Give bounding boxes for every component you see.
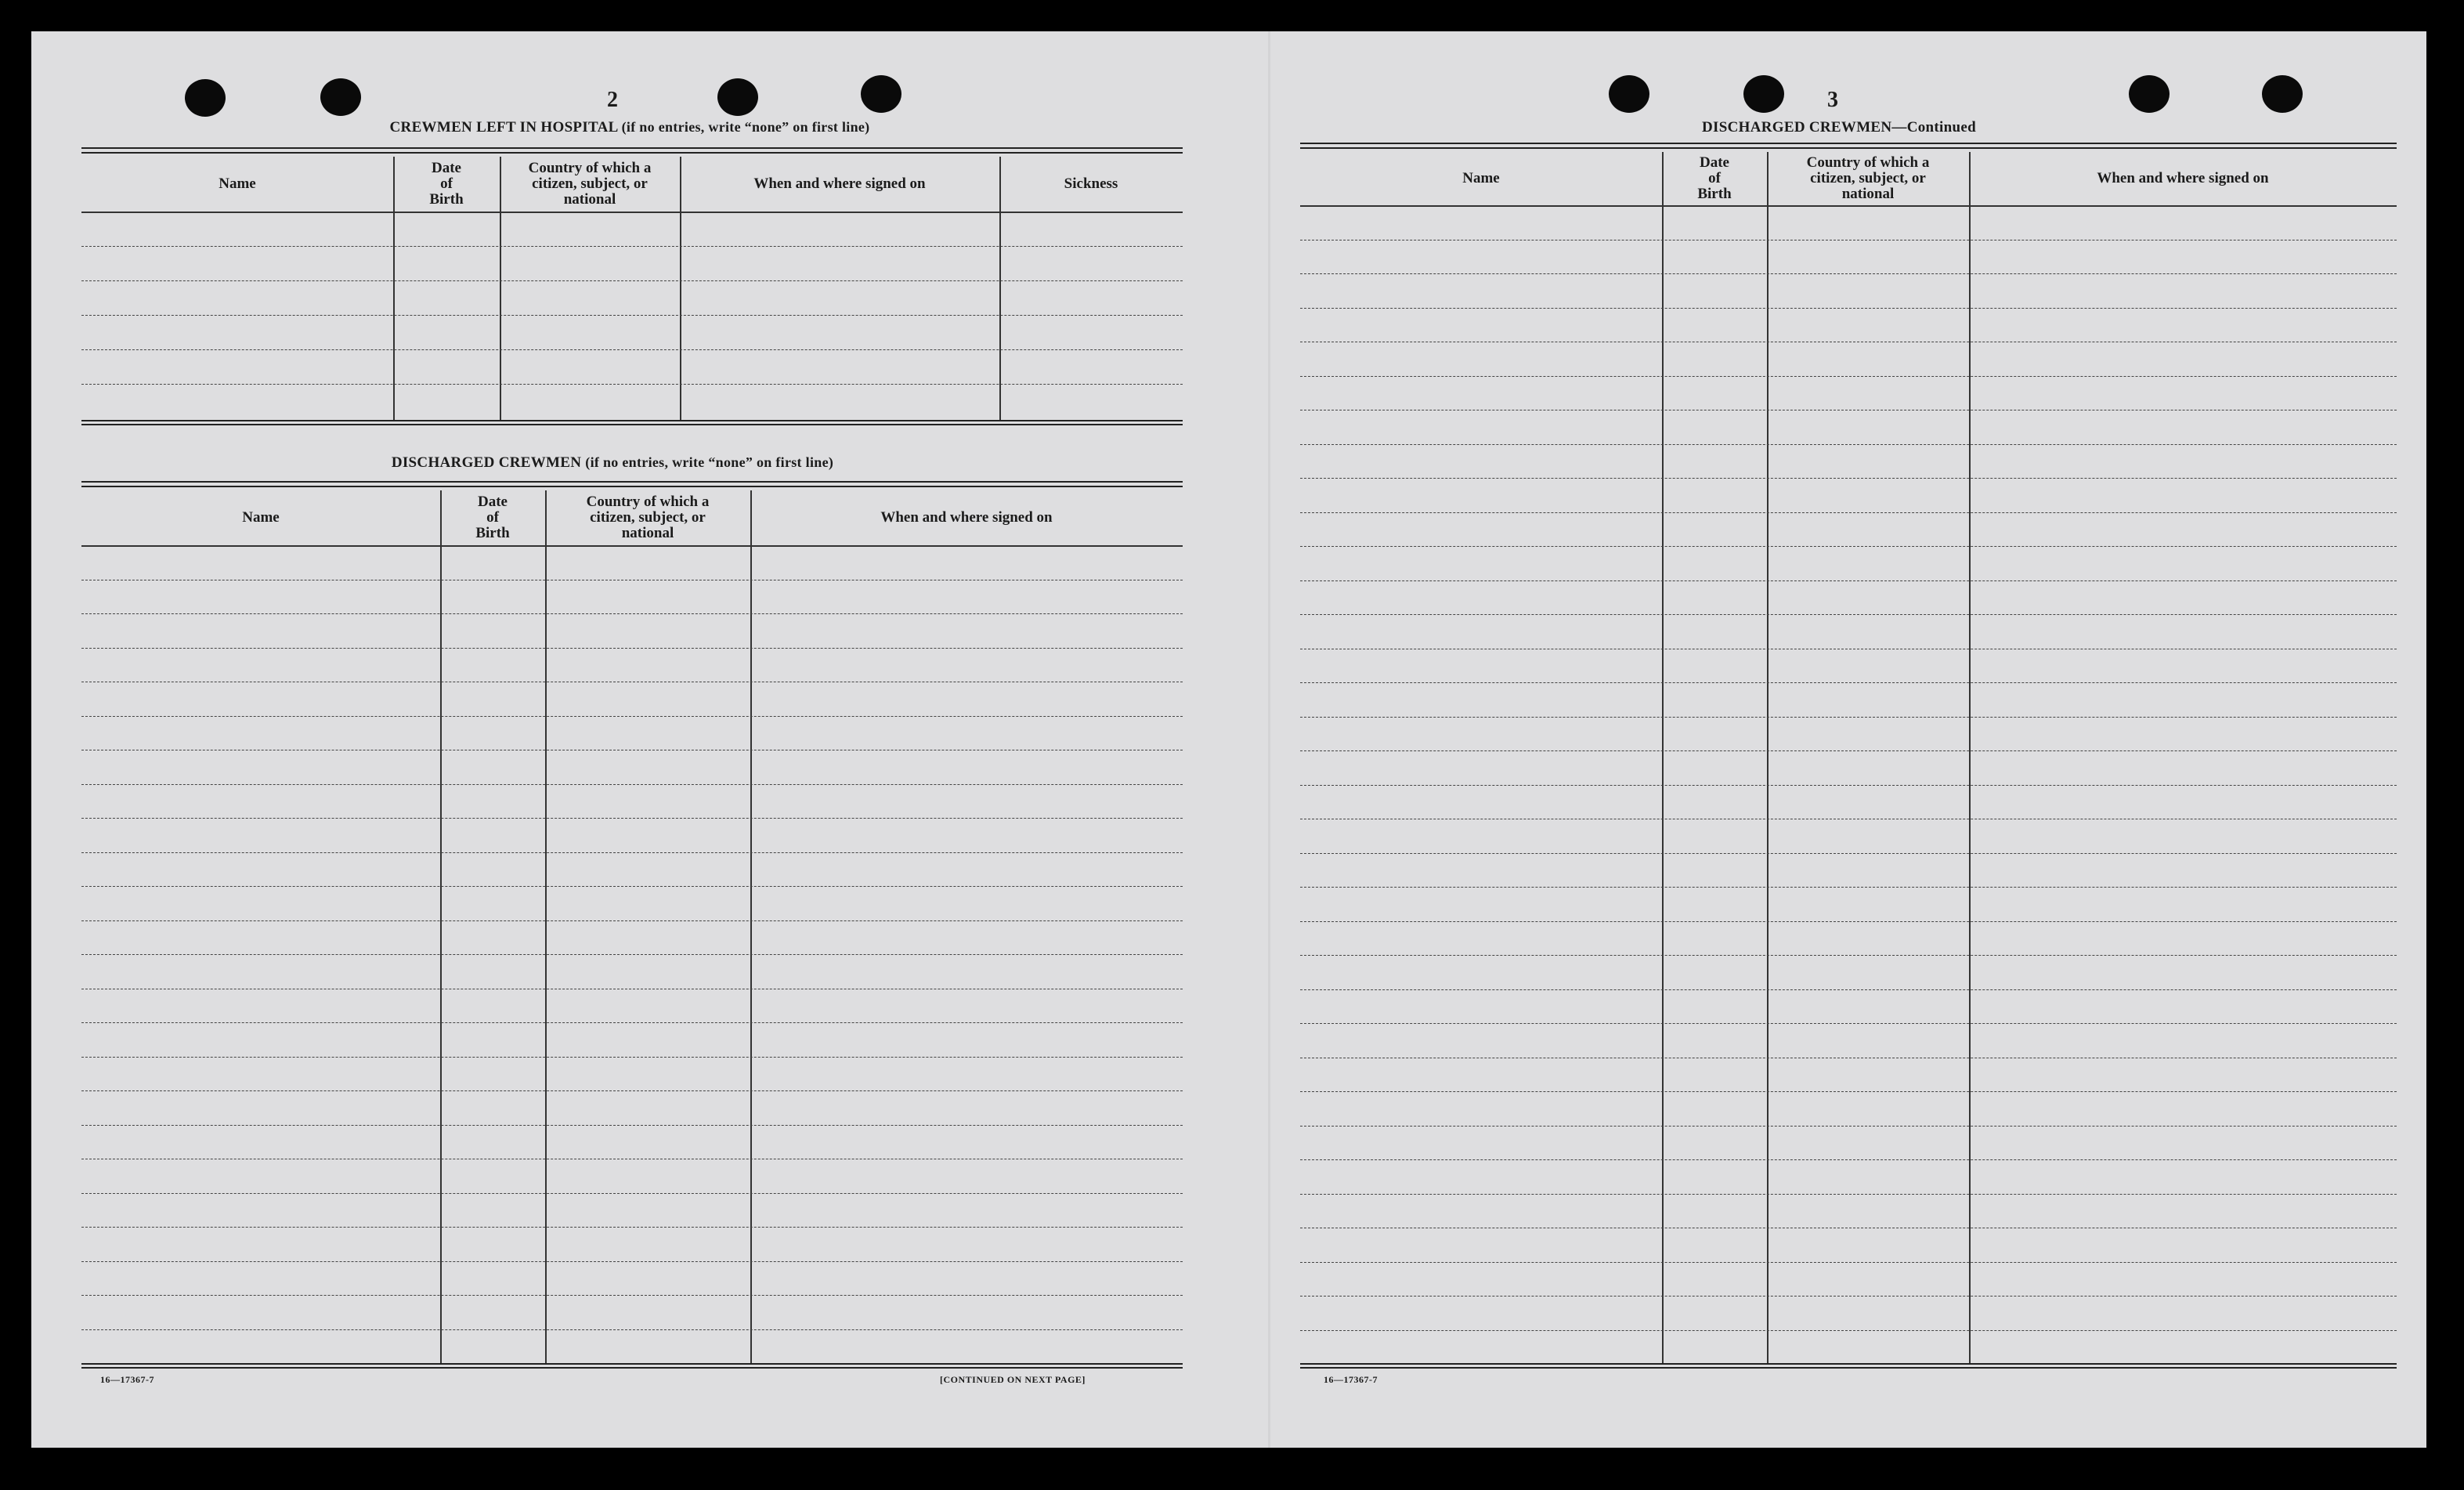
entry-line[interactable] [81,1057,1183,1058]
table-bottom-rule [81,424,1183,425]
punch-hole [1609,75,1649,113]
page-number-right: 3 [1827,88,1838,112]
hospital-title-main: CREWMEN LEFT IN HOSPITAL [389,119,618,136]
entry-line[interactable] [81,1329,1183,1330]
entry-line[interactable] [1300,955,2397,956]
form-number-left: 16—17367-7 [100,1374,154,1385]
column-header: Name [219,175,256,192]
page-number-left: 2 [607,88,618,112]
discharged-section-title [392,454,833,472]
table-bottom-rule [1300,1367,2397,1369]
punch-hole [320,78,361,116]
column-header: Date of Birth [429,160,464,208]
entry-line[interactable] [81,246,1183,247]
column-divider [750,490,752,1363]
entry-line[interactable] [1300,546,2397,547]
discharged-title-note: (if no entries, write “none” on first line) [585,454,834,470]
entry-line[interactable] [1300,1296,2397,1297]
column-header: When and where signed on [880,509,1053,526]
column-header: Country of which a citizen, subject, or national [528,160,652,208]
column-header: When and where signed on [2097,170,2269,186]
column-header: Sickness [1064,175,1118,192]
entry-line[interactable] [81,716,1183,717]
entry-line[interactable] [81,886,1183,887]
entry-line[interactable] [81,1125,1183,1126]
column-header: Name [242,509,280,526]
entry-line[interactable] [1300,444,2397,445]
entry-line[interactable] [81,349,1183,350]
column-divider [393,157,395,420]
entry-line[interactable] [1300,1159,2397,1160]
discharged-top-rule [81,486,1183,487]
entry-line[interactable] [1300,478,2397,479]
entry-line[interactable] [1300,682,2397,683]
table-bottom-rule [81,1363,1183,1365]
entry-line[interactable] [1300,376,2397,377]
entry-line[interactable] [81,280,1183,281]
continued-top-rule [1300,147,2397,149]
entry-line[interactable] [1300,1091,2397,1092]
entry-line[interactable] [1300,921,2397,922]
entry-line[interactable] [81,784,1183,785]
punch-hole [185,79,226,117]
table-bottom-rule [81,420,1183,421]
column-header: Country of which a citizen, subject, or national [586,494,710,541]
column-header: Date of Birth [1697,154,1732,202]
discharged-continued-title: DISCHARGED CREWMEN—Continued [1702,119,1976,136]
discharged-title-main: DISCHARGED CREWMEN [391,454,582,471]
continued-top-rule [1300,143,2397,144]
entry-line[interactable] [81,1022,1183,1023]
table-bottom-rule [1300,1363,2397,1365]
hospital-top-rule [81,147,1183,149]
column-divider [1969,152,1971,1363]
entry-line[interactable] [1300,750,2397,751]
entry-line[interactable] [81,1193,1183,1194]
entry-line[interactable] [81,954,1183,955]
form-number-right: 16—17367-7 [1324,1374,1378,1385]
column-divider [440,490,442,1363]
entry-line[interactable] [1300,1126,2397,1127]
column-divider [1767,152,1769,1363]
punch-hole [861,75,901,113]
entry-line[interactable] [1300,1330,2397,1331]
hospital-top-rule [81,152,1183,154]
entry-line[interactable] [1300,887,2397,888]
entry-line[interactable] [81,1295,1183,1296]
header-rule [81,212,1183,213]
column-divider [680,157,681,420]
entry-line[interactable] [81,1227,1183,1228]
entry-line[interactable] [1300,1023,2397,1024]
entry-line[interactable] [81,384,1183,385]
entry-line[interactable] [1300,273,2397,274]
column-header: Name [1462,170,1500,186]
header-rule [1300,205,2397,207]
column-divider [999,157,1001,420]
entry-line[interactable] [1300,717,2397,718]
entry-line[interactable] [81,1261,1183,1262]
entry-line[interactable] [81,920,1183,921]
form-sheet [31,31,2426,1448]
entry-line[interactable] [1300,853,2397,854]
entry-line[interactable] [1300,1262,2397,1263]
entry-line[interactable] [81,315,1183,316]
discharged-top-rule [81,481,1183,483]
entry-line[interactable] [81,1090,1183,1091]
column-divider [500,157,501,420]
entry-line[interactable] [1300,308,2397,309]
entry-line[interactable] [81,852,1183,853]
entry-line[interactable] [81,613,1183,614]
page-fold [1268,31,1270,1448]
punch-hole [2262,75,2303,113]
hospital-title-note: (if no entries, write “none” on first line) [621,119,870,135]
header-rule [81,545,1183,547]
column-divider [545,490,547,1363]
punch-hole [1743,75,1784,113]
column-header: When and where signed on [753,175,926,192]
hospital-section-title [390,119,870,136]
entry-line[interactable] [1300,989,2397,990]
column-divider [1662,152,1664,1363]
entry-line[interactable] [81,648,1183,649]
entry-line[interactable] [1300,614,2397,615]
entry-line[interactable] [1300,785,2397,786]
entry-line[interactable] [1300,1194,2397,1195]
entry-line[interactable] [1300,580,2397,581]
table-bottom-rule [81,1367,1183,1369]
entry-line[interactable] [1300,512,2397,513]
continued-note: [CONTINUED ON NEXT PAGE] [940,1374,1086,1385]
entry-line[interactable] [81,818,1183,819]
punch-hole [717,78,758,116]
column-header: Country of which a citizen, subject, or national [1806,154,1930,202]
column-header: Date of Birth [475,494,510,541]
punch-hole [2129,75,2170,113]
